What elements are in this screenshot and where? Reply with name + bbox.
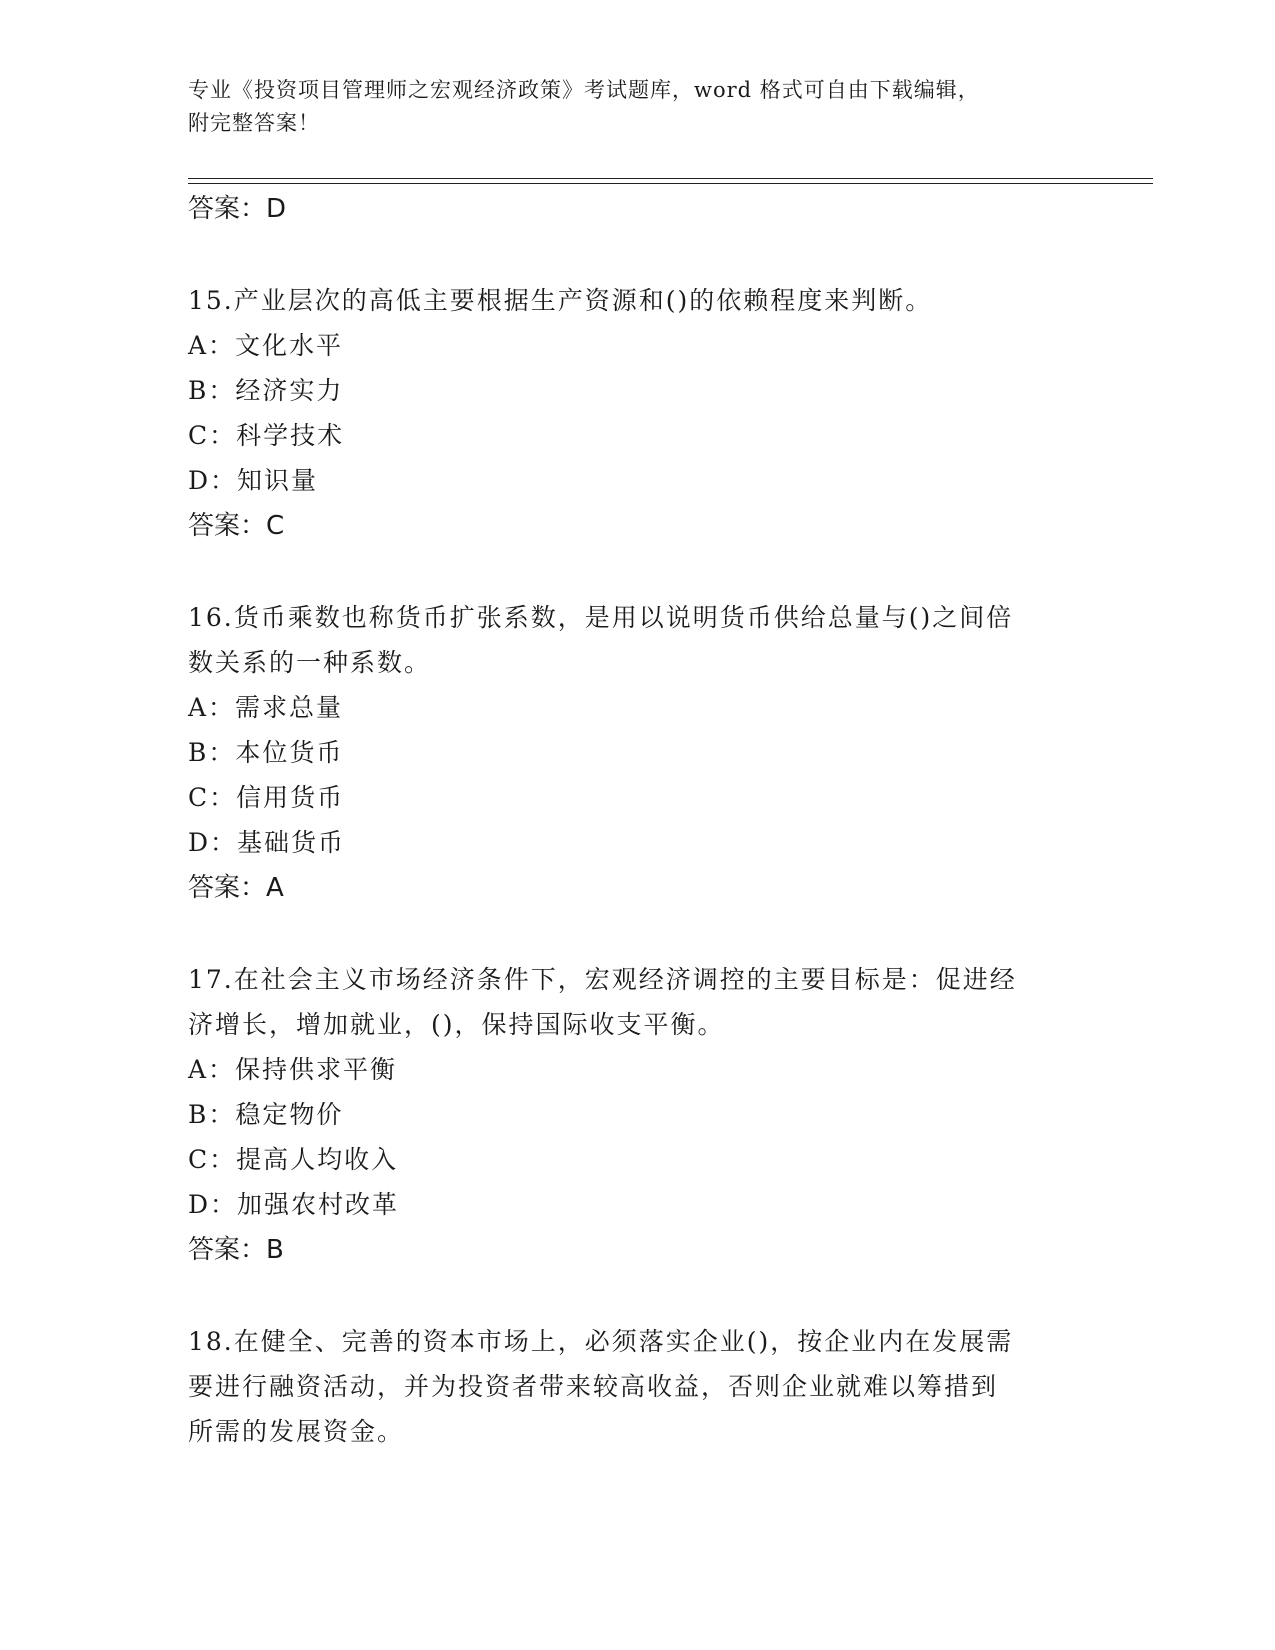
option-a: A：保持供求平衡 (188, 1055, 398, 1084)
option-b: B：稳定物价 (188, 1100, 344, 1129)
option-c: C：科学技术 (188, 421, 345, 450)
option-b: B：经济实力 (188, 376, 344, 405)
question-text-line-2: 要进行融资活动，并为投资者带来较高收益，否则企业就难以筹措到 (188, 1372, 999, 1401)
answer: 答案：A (188, 873, 284, 903)
header-divider-top (188, 178, 1153, 179)
option-d: D：知识量 (188, 466, 319, 495)
answer: 答案：B (188, 1235, 284, 1265)
spacer (188, 911, 1088, 957)
answer-previous: 答案：D (188, 194, 287, 224)
answer: 答案：C (188, 511, 285, 541)
spacer (188, 549, 1088, 595)
header-line-2: 附完整答案！ (188, 111, 320, 135)
question-text-line-2: 数关系的一种系数。 (188, 648, 432, 677)
option-c: C：信用货币 (188, 783, 345, 812)
question-list (188, 186, 1088, 1454)
question-text-line-2: 济增长，增加就业，()，保持国际收支平衡。 (188, 1010, 725, 1039)
spacer (188, 232, 1088, 278)
option-d: D：基础货币 (188, 828, 346, 857)
question-18 (188, 1319, 1088, 1454)
document-header (188, 74, 1088, 140)
option-c: C：提高人均收入 (188, 1145, 399, 1174)
question-17 (188, 957, 1088, 1273)
question-text-line-1: 18.在健全、完善的资本市场上，必须落实企业()，按企业内在发展需 (188, 1327, 1014, 1356)
question-16 (188, 595, 1088, 911)
question-text-line-3: 所需的发展资金。 (188, 1417, 405, 1446)
header-divider-bottom (188, 183, 1153, 184)
option-d: D：加强农村改革 (188, 1190, 400, 1219)
question-15 (188, 278, 1088, 549)
option-a: A：需求总量 (188, 693, 344, 722)
option-b: B：本位货币 (188, 738, 344, 767)
spacer (188, 1273, 1088, 1319)
question-text-line-1: 17.在社会主义市场经济条件下，宏观经济调控的主要目标是：促进经 (188, 965, 1017, 994)
question-text-line-1: 16.货币乘数也称货币扩张系数，是用以说明货币供给总量与()之间倍 (188, 603, 1014, 632)
header-line-1: 专业《投资项目管理师之宏观经济政策》考试题库，word 格式可自由下载编辑， (188, 78, 980, 102)
option-a: A：文化水平 (188, 331, 344, 360)
question-text: 15.产业层次的高低主要根据生产资源和()的依赖程度来判断。 (188, 286, 933, 315)
